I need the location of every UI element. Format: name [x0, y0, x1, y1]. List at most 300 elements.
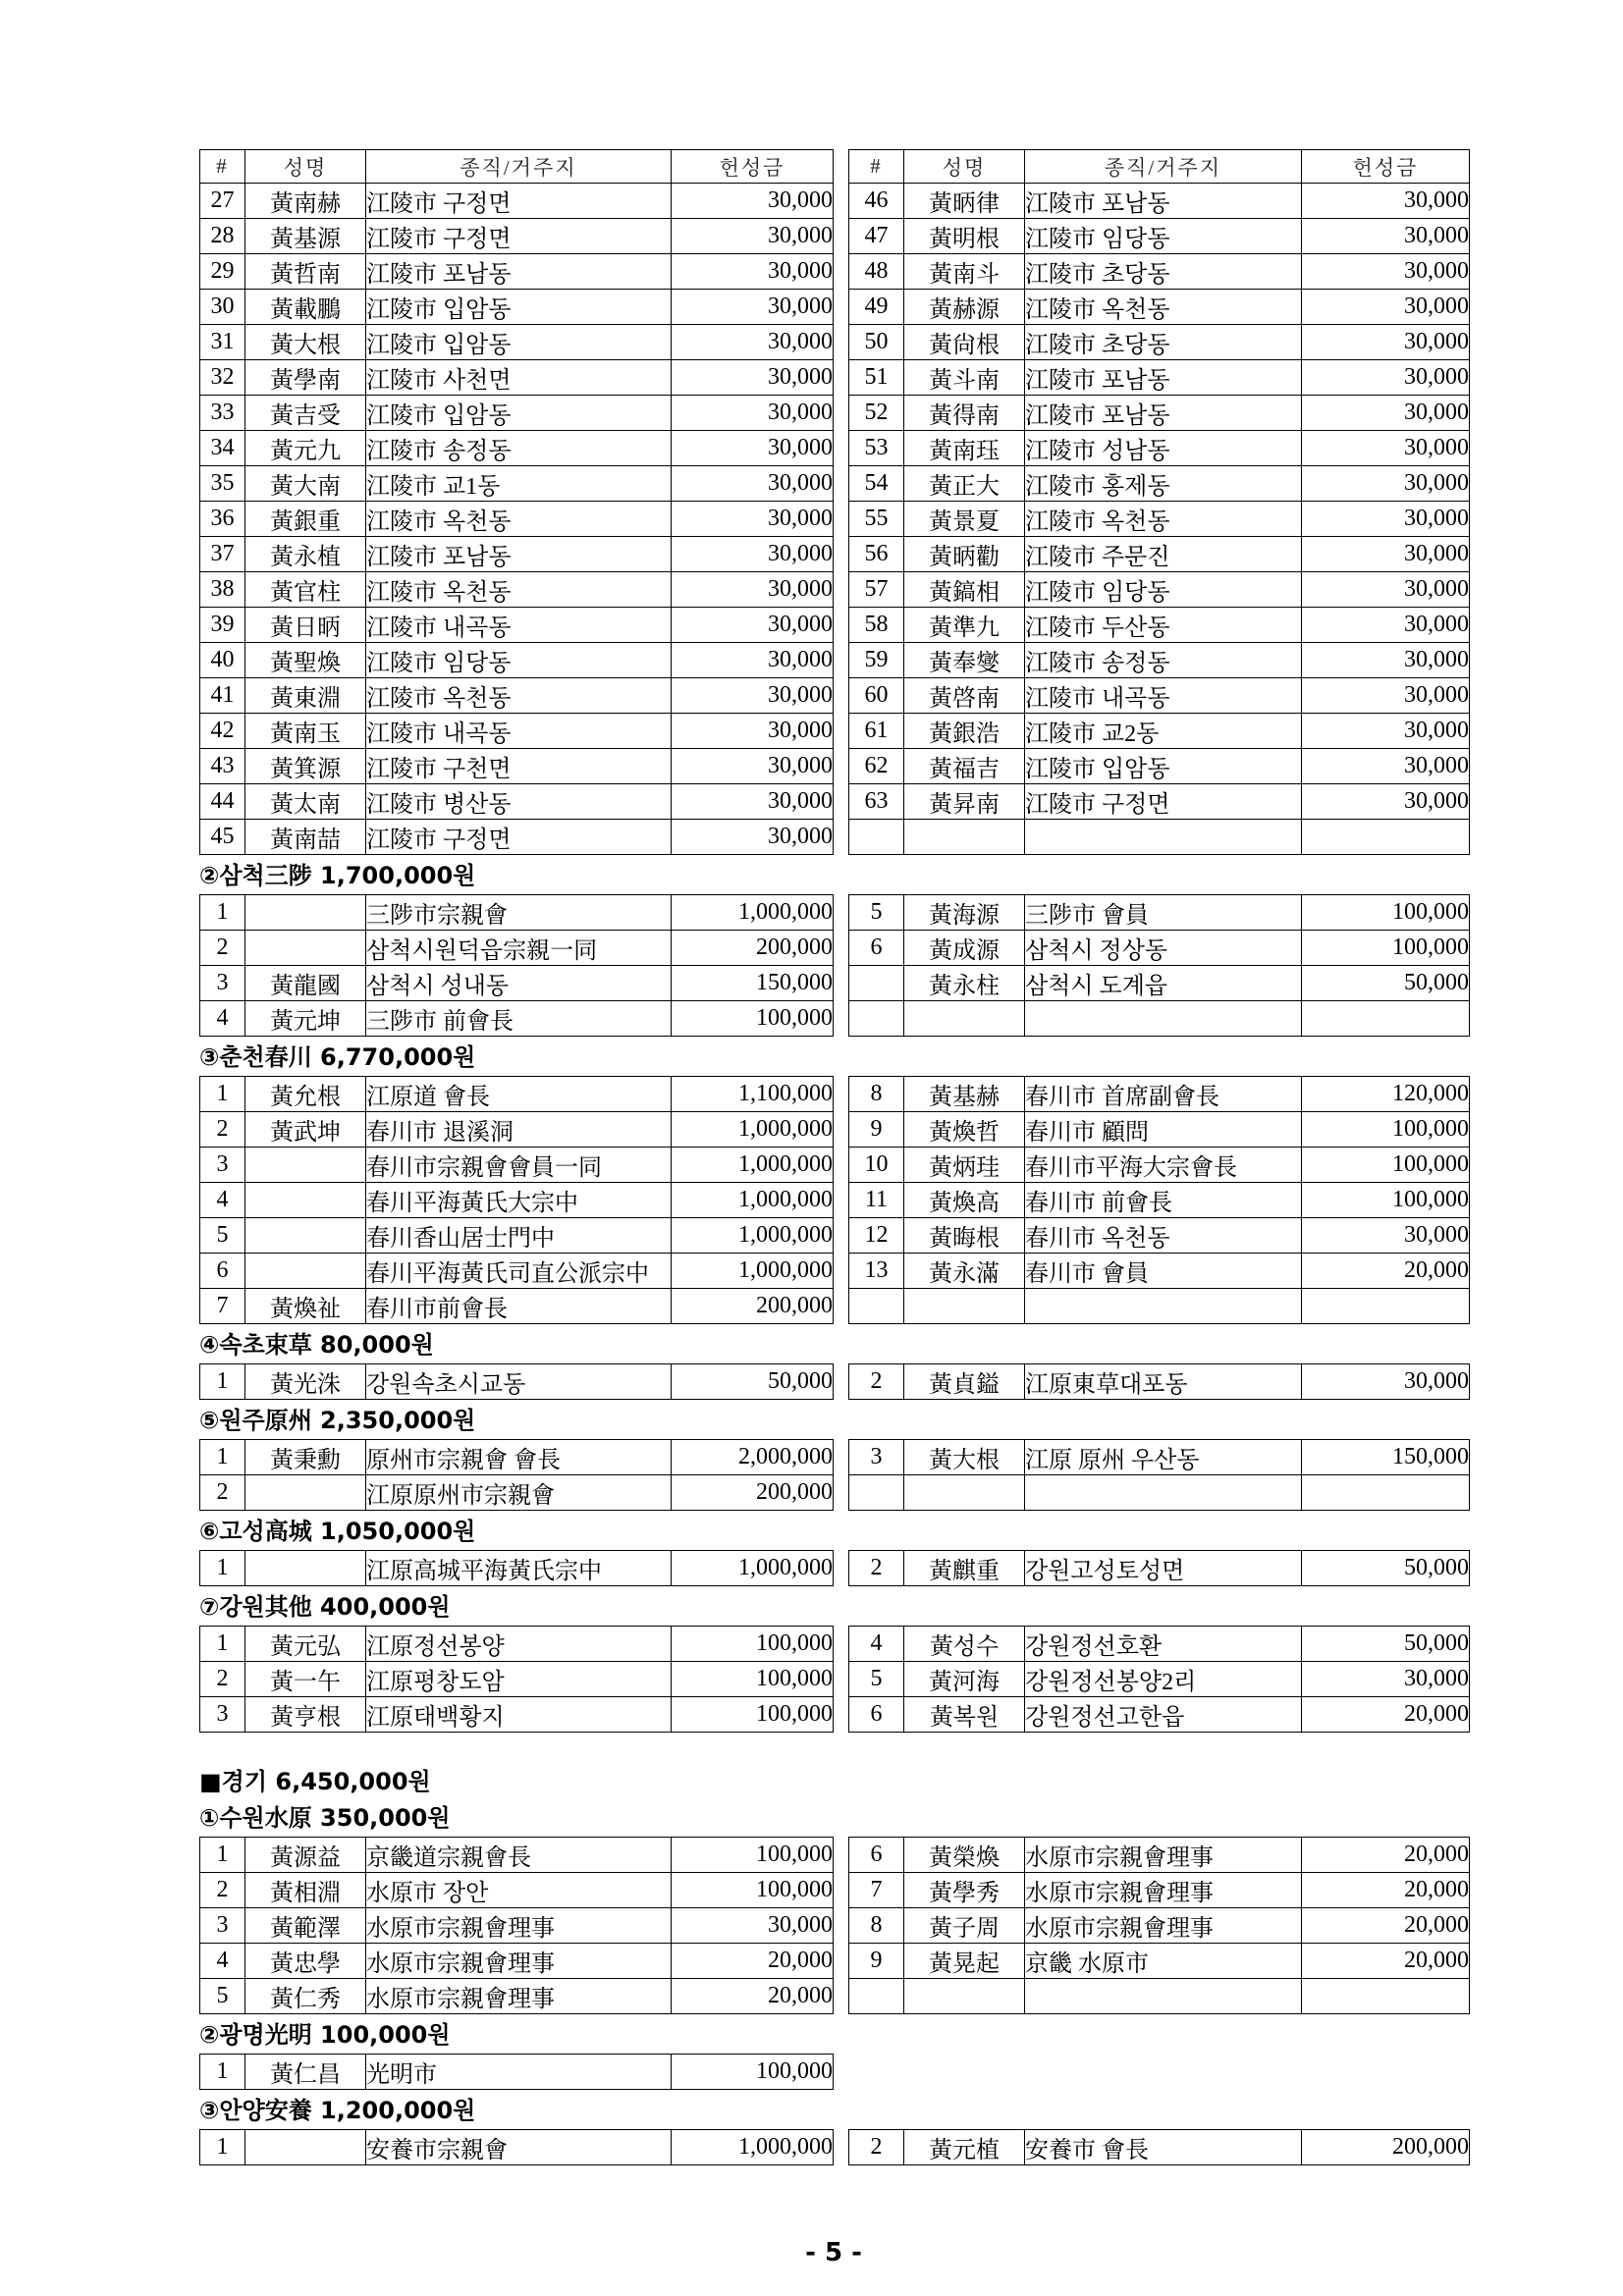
residence: 水原市宗親會理事: [1025, 1908, 1302, 1944]
column-gap: [834, 643, 849, 678]
row-number: [849, 1979, 904, 2014]
column-gap: [834, 749, 849, 784]
column-gap: [834, 431, 849, 466]
donor-name: 黃赫源: [904, 290, 1025, 325]
residence: 春川市 退溪洞: [366, 1112, 672, 1148]
donor-name: 黃明根: [904, 219, 1025, 254]
row-number: 27: [200, 184, 245, 219]
donation-amount: 30,000: [1302, 290, 1470, 325]
column-gap: [834, 1289, 849, 1324]
donor-name: 黃海源: [904, 895, 1025, 931]
donor-name: 黃元九: [245, 431, 366, 466]
row-number: 42: [200, 714, 245, 749]
donation-amount: 30,000: [672, 749, 834, 784]
column-gap: [834, 895, 849, 931]
donation-amount: 30,000: [1302, 678, 1470, 714]
table-row: [200, 466, 1470, 502]
donor-name: 黃大根: [904, 1440, 1025, 1475]
donor-name: 黃聖煥: [245, 643, 366, 678]
section-heading: ③춘천春川 6,770,000원: [199, 1043, 476, 1071]
column-gap: [834, 1627, 849, 1662]
row-number: 33: [200, 396, 245, 431]
donation-amount: 30,000: [672, 396, 834, 431]
donor-name: 黃一午: [245, 1662, 366, 1697]
donor-name: 黃성수: [904, 1627, 1025, 1662]
table-row: [200, 1001, 1470, 1037]
residence: 강원정선고한읍: [1025, 1697, 1302, 1733]
donor-name: 黃晦根: [904, 1218, 1025, 1254]
donation-amount: 1,000,000: [672, 1254, 834, 1289]
donor-name: [245, 1218, 366, 1254]
table-row: [200, 1077, 1470, 1112]
residence: 강원정선봉양2리: [1025, 1662, 1302, 1697]
residence: 江原 原州 우산동: [1025, 1440, 1302, 1475]
column-gap: [834, 396, 849, 431]
donation-table: [199, 2129, 1470, 2165]
row-number: 2: [849, 1364, 904, 1400]
residence: 江陵市 송정동: [1025, 643, 1302, 678]
donation-table: [199, 1363, 1470, 1400]
residence: 三陟市 前會長: [366, 1001, 672, 1037]
donor-name: 黃得南: [904, 396, 1025, 431]
row-number: 6: [849, 1697, 904, 1733]
donation-amount: [1302, 1475, 1470, 1511]
residence: 春川市宗親會會員一同: [366, 1148, 672, 1183]
residence: 江陵市 포남동: [1025, 184, 1302, 219]
table-row: [200, 1979, 1470, 2014]
donation-amount: 100,000: [672, 1627, 834, 1662]
residence: 春川市 會員: [1025, 1254, 1302, 1289]
row-number: 36: [200, 502, 245, 537]
column-gap: [834, 537, 849, 572]
residence: 江陵市 구정면: [1025, 784, 1302, 820]
donation-amount: 30,000: [672, 254, 834, 290]
table-row: [200, 1475, 1470, 1511]
residence: 江陵市 입암동: [1025, 749, 1302, 784]
residence: 安養市 會長: [1025, 2130, 1302, 2165]
row-number: 1: [200, 2130, 245, 2165]
residence: 江陵市 구정면: [366, 184, 672, 219]
residence: 三陟市 會員: [1025, 895, 1302, 931]
donation-amount: 30,000: [672, 466, 834, 502]
table-row: [200, 360, 1470, 396]
residence: 原州市宗親會 會長: [366, 1440, 672, 1475]
donation-amount: 1,000,000: [672, 2130, 834, 2165]
column-gap: [834, 1001, 849, 1037]
donation-amount: 1,100,000: [672, 1077, 834, 1112]
donation-amount: 30,000: [1302, 431, 1470, 466]
table-row: [200, 1908, 1470, 1944]
residence: 江原평창도암: [366, 1662, 672, 1697]
column-gap: [834, 1077, 849, 1112]
residence: 春川市平海大宗會長: [1025, 1148, 1302, 1183]
donor-name: 黃南斗: [904, 254, 1025, 290]
donor-name: [245, 1254, 366, 1289]
column-header: 헌성금: [672, 150, 834, 184]
column-gap: [834, 1662, 849, 1697]
residence: 江陵市 교1동: [366, 466, 672, 502]
donation-amount: 30,000: [1302, 219, 1470, 254]
row-number: [849, 1289, 904, 1324]
residence: 江原高城平海黃氏宗中: [366, 1551, 672, 1586]
column-gap: [834, 608, 849, 643]
column-gap: [834, 1440, 849, 1475]
residence: 江陵市 옥천동: [366, 572, 672, 608]
donation-amount: 100,000: [1302, 1183, 1470, 1218]
donor-name: 黃복원: [904, 1697, 1025, 1733]
section-heading: ①수원水原 350,000원: [199, 1804, 451, 1832]
column-header: #: [849, 150, 904, 184]
donation-amount: 30,000: [672, 537, 834, 572]
donation-amount: 100,000: [672, 1001, 834, 1037]
row-number: 2: [200, 1662, 245, 1697]
donation-amount: 150,000: [1302, 1440, 1470, 1475]
row-number: 4: [200, 1001, 245, 1037]
residence: 강원속초시교동: [366, 1364, 672, 1400]
column-gap: [834, 219, 849, 254]
residence: 江原東草대포동: [1025, 1364, 1302, 1400]
row-number: 54: [849, 466, 904, 502]
column-header: 종직/거주지: [366, 150, 672, 184]
donor-name: 黃河海: [904, 1662, 1025, 1697]
row-number: [849, 1475, 904, 1511]
row-number: 28: [200, 219, 245, 254]
donor-name: 黃吉受: [245, 396, 366, 431]
donor-name: 黃元弘: [245, 1627, 366, 1662]
table-row: [200, 749, 1470, 784]
column-gap: [834, 325, 849, 360]
residence: [1025, 1979, 1302, 2014]
table-row: [200, 1148, 1470, 1183]
spacer: [199, 1733, 1469, 1762]
residence: 京畿 水原市: [1025, 1944, 1302, 1979]
donor-name: 黃準九: [904, 608, 1025, 643]
donation-amount: [1302, 1979, 1470, 2014]
donor-name: 黃炳珪: [904, 1148, 1025, 1183]
donation-amount: 30,000: [1302, 184, 1470, 219]
table-header-row: [200, 150, 1470, 184]
donor-name: 黃箕源: [245, 749, 366, 784]
row-number: 40: [200, 643, 245, 678]
residence: 江陵市 내곡동: [366, 714, 672, 749]
row-number: 53: [849, 431, 904, 466]
row-number: 8: [849, 1908, 904, 1944]
donation-amount: 50,000: [672, 1364, 834, 1400]
table-row: [200, 820, 1470, 855]
donor-name: 黃官柱: [245, 572, 366, 608]
donor-name: 黃光洙: [245, 1364, 366, 1400]
residence: 春川市 前會長: [1025, 1183, 1302, 1218]
table-row: [200, 784, 1470, 820]
row-number: 32: [200, 360, 245, 396]
row-number: 37: [200, 537, 245, 572]
donation-table: [199, 1076, 1470, 1324]
residence: 江陵市 성남동: [1025, 431, 1302, 466]
residence: 水原市 장안: [366, 1873, 672, 1908]
residence: 江陵市 홍제동: [1025, 466, 1302, 502]
row-number: 61: [849, 714, 904, 749]
row-number: [849, 820, 904, 855]
column-header: 헌성금: [1302, 150, 1470, 184]
column-gap: [834, 150, 849, 184]
table-row: [200, 290, 1470, 325]
donor-name: 黃景夏: [904, 502, 1025, 537]
donor-name: 黃貞鎰: [904, 1364, 1025, 1400]
column-gap: [834, 1364, 849, 1400]
donor-name: 黃學南: [245, 360, 366, 396]
donor-name: [245, 1551, 366, 1586]
residence: 江陵市 송정동: [366, 431, 672, 466]
donor-name: [245, 1475, 366, 1511]
donor-name: 黃東淵: [245, 678, 366, 714]
column-gap: [834, 1112, 849, 1148]
row-number: 4: [849, 1627, 904, 1662]
column-gap: [834, 1475, 849, 1511]
row-number: 7: [200, 1289, 245, 1324]
column-header: 성명: [904, 150, 1025, 184]
table-row: [200, 1183, 1470, 1218]
donation-amount: 1,000,000: [672, 895, 834, 931]
donation-amount: 200,000: [1302, 2130, 1470, 2165]
donor-name: 黃源益: [245, 1838, 366, 1873]
donation-amount: 30,000: [672, 678, 834, 714]
residence: 江原정선봉양: [366, 1627, 672, 1662]
row-number: 50: [849, 325, 904, 360]
donor-name: 黃仁秀: [245, 1979, 366, 2014]
donation-amount: 30,000: [1302, 749, 1470, 784]
row-number: 46: [849, 184, 904, 219]
residence: [1025, 1289, 1302, 1324]
table-row: [200, 1289, 1470, 1324]
residence: 江陵市 포남동: [1025, 396, 1302, 431]
donation-amount: 50,000: [1302, 1627, 1470, 1662]
table-row: [200, 1944, 1470, 1979]
row-number: 3: [200, 1697, 245, 1733]
row-number: 4: [200, 1183, 245, 1218]
donor-name: 黃永植: [245, 537, 366, 572]
residence: 江陵市 옥천동: [366, 678, 672, 714]
residence: 江陵市 구정면: [366, 820, 672, 855]
donation-amount: 20,000: [1302, 1254, 1470, 1289]
table-row: [200, 608, 1470, 643]
row-number: 1: [200, 1440, 245, 1475]
row-number: 5: [849, 895, 904, 931]
row-number: 44: [200, 784, 245, 820]
table-row: [200, 714, 1470, 749]
donor-name: 黃啓南: [904, 678, 1025, 714]
column-gap: [834, 931, 849, 966]
row-number: 5: [849, 1662, 904, 1697]
donation-table: [199, 894, 1470, 1037]
donor-name: [904, 1979, 1025, 2014]
residence: 江陵市 포남동: [366, 537, 672, 572]
row-number: 48: [849, 254, 904, 290]
row-number: 1: [200, 1364, 245, 1400]
residence: 강원정선호환: [1025, 1627, 1302, 1662]
residence: 江陵市 교2동: [1025, 714, 1302, 749]
residence: 江陵市 포남동: [366, 254, 672, 290]
column-gap: [834, 572, 849, 608]
table-row: [200, 396, 1470, 431]
row-number: 8: [849, 1077, 904, 1112]
row-number: 30: [200, 290, 245, 325]
row-number: 6: [849, 931, 904, 966]
residence: 京畿道宗親會長: [366, 1838, 672, 1873]
column-gap: [834, 1183, 849, 1218]
donation-amount: 30,000: [672, 1908, 834, 1944]
donor-name: [245, 931, 366, 966]
donation-amount: 100,000: [672, 1838, 834, 1873]
donation-amount: [1302, 1289, 1470, 1324]
residence: 江陵市 내곡동: [1025, 678, 1302, 714]
donation-amount: 20,000: [672, 1979, 834, 2014]
donation-amount: 30,000: [1302, 254, 1470, 290]
donor-name: 黃基赫: [904, 1077, 1025, 1112]
row-number: 2: [849, 2130, 904, 2165]
residence: 江陵市 임당동: [366, 643, 672, 678]
table-row: [200, 1218, 1470, 1254]
column-gap: [834, 1148, 849, 1183]
donor-name: 黃成源: [904, 931, 1025, 966]
column-gap: [834, 466, 849, 502]
donation-amount: 30,000: [1302, 502, 1470, 537]
donor-name: 黃銀浩: [904, 714, 1025, 749]
row-number: 39: [200, 608, 245, 643]
row-number: 49: [849, 290, 904, 325]
row-number: 3: [200, 1908, 245, 1944]
row-number: 9: [849, 1944, 904, 1979]
row-number: 43: [200, 749, 245, 784]
residence: 春川市 顧問: [1025, 1112, 1302, 1148]
row-number: 2: [200, 1112, 245, 1148]
table-row: [200, 325, 1470, 360]
donation-amount: 200,000: [672, 931, 834, 966]
donation-table: [199, 1439, 1470, 1511]
donation-amount: 30,000: [672, 219, 834, 254]
residence: 江陵市 초당동: [1025, 254, 1302, 290]
region-heading: ■경기 6,450,000원: [199, 1768, 431, 1795]
donor-name: [245, 895, 366, 931]
donor-name: 黃奉燮: [904, 643, 1025, 678]
donor-name: 黃鎬相: [904, 572, 1025, 608]
residence: 春川平海黃氏大宗中: [366, 1183, 672, 1218]
column-gap: [834, 1908, 849, 1944]
residence: 江陵市 임당동: [1025, 572, 1302, 608]
row-number: 3: [200, 966, 245, 1001]
residence: 江陵市 옥천동: [1025, 502, 1302, 537]
donation-amount: 100,000: [672, 2055, 834, 2090]
table-row: [200, 966, 1470, 1001]
residence: 삼척시 성내동: [366, 966, 672, 1001]
table-row: [200, 2130, 1470, 2165]
donation-table: [199, 1550, 1470, 1586]
donor-name: 黃載鵬: [245, 290, 366, 325]
residence: 安養市宗親會: [366, 2130, 672, 2165]
donor-name: 黃相淵: [245, 1873, 366, 1908]
residence: 江陵市 옥천동: [1025, 290, 1302, 325]
donation-table: [199, 2054, 834, 2090]
residence: 三陟市宗親會: [366, 895, 672, 931]
row-number: 2: [200, 1873, 245, 1908]
donor-name: 黃大根: [245, 325, 366, 360]
residence: 江原原州市宗親會: [366, 1475, 672, 1511]
residence: 江陵市 초당동: [1025, 325, 1302, 360]
table-row: [200, 572, 1470, 608]
column-gap: [834, 1944, 849, 1979]
donation-amount: 30,000: [1302, 1364, 1470, 1400]
residence: [1025, 1475, 1302, 1511]
donor-name: 黃永滿: [904, 1254, 1025, 1289]
donation-amount: 30,000: [1302, 466, 1470, 502]
row-number: 7: [849, 1873, 904, 1908]
table-row: [200, 931, 1470, 966]
donation-amount: 30,000: [1302, 360, 1470, 396]
row-number: 5: [200, 1218, 245, 1254]
column-gap: [834, 1551, 849, 1586]
residence: 春川市 首席副會長: [1025, 1077, 1302, 1112]
donation-amount: 30,000: [1302, 537, 1470, 572]
row-number: 62: [849, 749, 904, 784]
row-number: 10: [849, 1148, 904, 1183]
table-row: [200, 895, 1470, 931]
row-number: 47: [849, 219, 904, 254]
donor-name: 黃晃起: [904, 1944, 1025, 1979]
donor-name: 黃昞律: [904, 184, 1025, 219]
donation-amount: 30,000: [672, 608, 834, 643]
row-number: 1: [200, 895, 245, 931]
donor-name: [904, 1001, 1025, 1037]
donation-amount: 30,000: [672, 325, 834, 360]
donation-amount: 1,000,000: [672, 1148, 834, 1183]
donation-table: [199, 1626, 1470, 1733]
residence: 삼척시 도계읍: [1025, 966, 1302, 1001]
donation-amount: 30,000: [1302, 396, 1470, 431]
residence: 江陵市 구천면: [366, 749, 672, 784]
donor-name: 黃煥哲: [904, 1112, 1025, 1148]
donor-name: 黃榮煥: [904, 1838, 1025, 1873]
donation-amount: 30,000: [672, 502, 834, 537]
donor-name: [245, 2130, 366, 2165]
donation-amount: 30,000: [672, 184, 834, 219]
residence: 水原市宗親會理事: [366, 1908, 672, 1944]
section-heading: ④속초束草 80,000원: [199, 1331, 434, 1359]
donor-name: 黃斗南: [904, 360, 1025, 396]
row-number: 52: [849, 396, 904, 431]
donation-amount: 30,000: [672, 360, 834, 396]
donation-amount: 20,000: [1302, 1697, 1470, 1733]
row-number: 29: [200, 254, 245, 290]
column-gap: [834, 360, 849, 396]
donor-name: 黃亨根: [245, 1697, 366, 1733]
section-heading: ②광명光明 100,000원: [199, 2021, 451, 2049]
donation-amount: 100,000: [672, 1873, 834, 1908]
section-heading: ②삼척三陟 1,700,000원: [199, 862, 476, 889]
row-number: 56: [849, 537, 904, 572]
residence: 江陵市 사천면: [366, 360, 672, 396]
donor-name: [904, 1475, 1025, 1511]
row-number: 1: [200, 1838, 245, 1873]
column-gap: [834, 1254, 849, 1289]
table-row: [200, 1551, 1470, 1586]
donation-amount: 20,000: [1302, 1873, 1470, 1908]
row-number: 3: [849, 1440, 904, 1475]
residence: 水原市宗親會理事: [1025, 1838, 1302, 1873]
table-row: [200, 1697, 1470, 1733]
donor-name: [904, 1289, 1025, 1324]
donation-amount: 200,000: [672, 1475, 834, 1511]
table-row: [200, 1440, 1470, 1475]
donor-name: 黃尙根: [904, 325, 1025, 360]
